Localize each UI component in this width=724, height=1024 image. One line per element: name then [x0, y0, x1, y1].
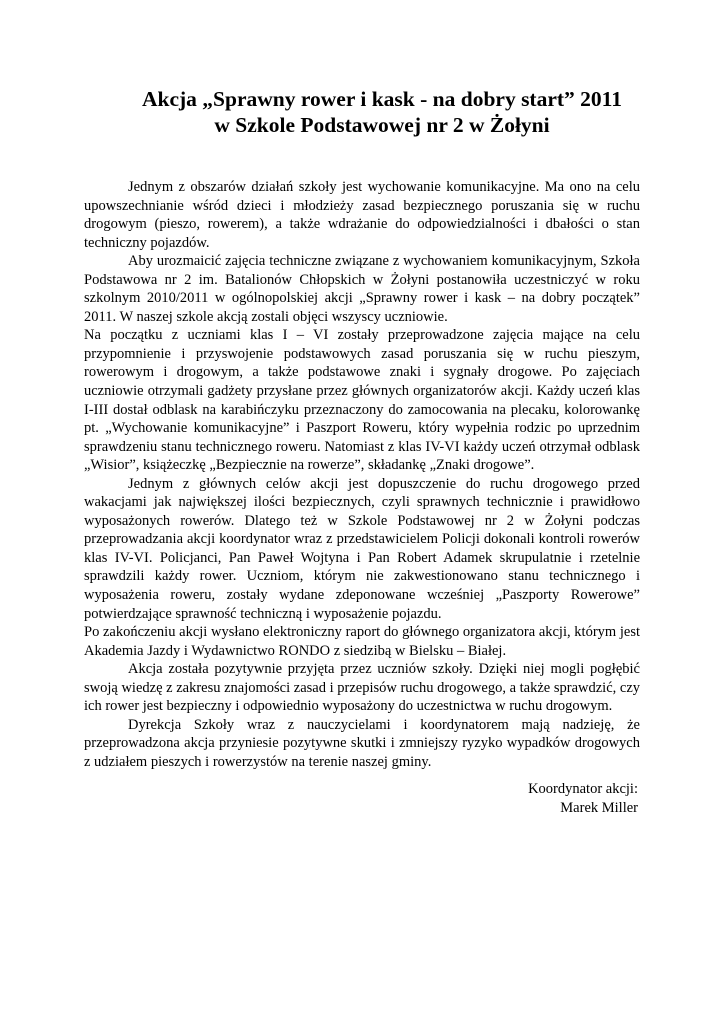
- signature-name: Marek Miller: [560, 799, 638, 816]
- document-title: [82, 86, 682, 138]
- signature-block: [528, 780, 638, 817]
- title-line-2: w Szkole Podstawowej nr 2 w Żołyni: [214, 113, 550, 137]
- paragraph-reception: Akcja została pozytywnie przyjęta przez uczniów szkoły. Dzięki niej mogli pogłębić swoją wiedzę z zakresu znajomości zasad i przepisów ruchu drogowego, a także sprawdzić, czy ich rower jest bezpieczny i odpowiednio wyposażony do uczestnictwa w ruchu drogowym.: [84, 661, 641, 715]
- paragraph-lessons: Na początku z uczniami klas I – VI zostały przeprowadzone zajęcia mające na celu przypomnienie i przyswojenie podstawowych zasad poruszania się w ruchu pieszym, rowerowym i drogowym, a także podstawowe znaki i sygnały drogowe. Po zajęciach uczniowie otrzymali gadżety przysłane przez głównych organizatorów akcji. Każdy uczeń klas I-III dostał odblask na karabińczyku przeznaczony do zamocowania na plecaku, kolorowankę pt. „Wychowanie komunikacyjne” i Paszport Roweru, który wypełnia rodzic po uprzednim sprawdzeniu stanu technicznego roweru. Natomiast z klas IV-VI każdy uczeń otrzymał odblask „Wisior”, książeczkę „Bezpiecznie na rowerze”, składankę „Znaki drogowe”.: [84, 327, 640, 474]
- signature-role: Koordynator akcji:: [528, 781, 638, 797]
- paragraph-report: Po zakończeniu akcji wysłano elektroniczny raport do głównego organizatora akcji, którym jest Akademia Jazdy i Wydawnictwo RONDO z siedzibą w Bielsku – Białej.: [84, 624, 640, 659]
- paragraph-conclusion: Dyrekcja Szkoły wraz z nauczycielami i koordynatorem mają nadzieję, że przeprowadzona akcja przyniesie pozytywne skutki i zmniejszy ryzyko wypadków drogowych z udziałem pieszych i rowerzystów na terenie naszej gminy.: [84, 716, 640, 770]
- title-line-1: Akcja „Sprawny rower i kask - na dobry start” 2011: [141, 87, 622, 111]
- document-body: [84, 178, 640, 772]
- paragraph-bike-inspection: Jednym z głównych celów akcji jest dopuszczenie do ruchu drogowego przed wakacjami jak największej ilości bezpiecznych, czyli sprawnych technicznie i prawidłowo wyposażonych rowerów. Dlatego też w Szkole Podstawowej nr 2 w Żołyni podczas przeprowadzania akcji koordynator wraz z przedstawicielem Policji dokonali kontroli rowerów klas IV-VI. Policjanci, Pan Paweł Wojtyna i Pan Robert Adamek skrupulatnie i rzetelnie sprawdzili każdy rower. Uczniom, którym nie zakwestionowano stanu technicznego i wyposażenia roweru, zostały wydane zdeponowane wcześniej „Paszporty Rowerowe” potwierdzające sprawność techniczną i wyposażenie pojazdu.: [84, 475, 640, 622]
- paragraph-participation: Aby urozmaicić zajęcia techniczne związane z wychowaniem komunikacyjnym, Szkoła Podstawowa nr 2 im. Batalionów Chłopskich w Żołyni postanowiła uczestniczyć w roku szkolnym 2010/2011 w ogólnopolskiej akcji „Sprawny rower i kask – na dobry początek” 2011. W naszej szkole akcją zostali objęci wszyscy uczniowie.: [84, 253, 640, 325]
- paragraph-intro: Jednym z obszarów działań szkoły jest wychowanie komunikacyjne. Ma ono na celu upowszechnianie wśród dzieci i młodzieży zasad bezpiecznego poruszania się w ruchu drogowym (pieszo, rowerem), a także wdrażanie do odpowiedzialności i dbałości o stan techniczny pojazdów.: [84, 179, 640, 251]
